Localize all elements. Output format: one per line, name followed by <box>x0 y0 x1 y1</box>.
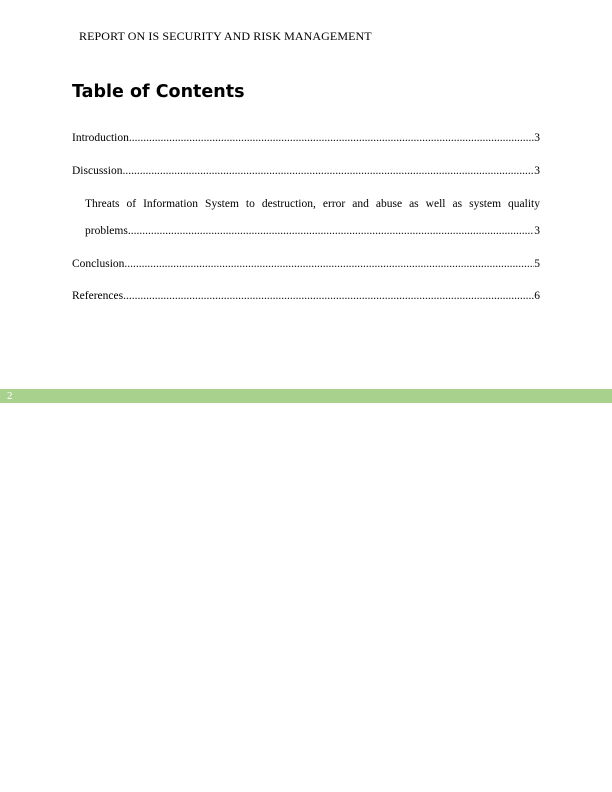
toc-entry-threats-line1[interactable]: Threats of Information System to destruction, error and abuse as well as system quality <box>85 198 540 210</box>
toc-entry-label: Discussion <box>72 165 123 177</box>
running-header: REPORT ON IS SECURITY AND RISK MANAGEMENT <box>79 29 372 43</box>
toc-title: Table of Contents <box>72 82 245 102</box>
toc-entry-page: 6 <box>534 290 540 302</box>
toc-entry-references[interactable] <box>72 289 540 303</box>
toc-entry-label: Conclusion <box>72 258 125 270</box>
toc-entry-threats[interactable] <box>85 224 540 238</box>
toc-dot-leader <box>123 289 534 303</box>
page-number: 2 <box>7 390 13 402</box>
toc-entry-label: References <box>72 290 124 302</box>
toc-entry-label: Introduction <box>72 132 129 144</box>
toc-entry-discussion[interactable] <box>72 164 540 178</box>
toc-entry-introduction[interactable] <box>72 131 540 145</box>
toc-dot-leader <box>124 257 534 271</box>
toc-entry-page: 5 <box>534 258 540 270</box>
toc-dot-leader <box>129 131 534 145</box>
toc-dot-leader <box>122 164 534 178</box>
toc-entry-page: 3 <box>534 165 540 177</box>
toc-entry-conclusion[interactable] <box>72 257 540 271</box>
page-number-bar <box>0 389 612 403</box>
toc-entry-page: 3 <box>534 132 540 144</box>
toc-entry-page: 3 <box>534 225 540 237</box>
toc-dot-leader <box>128 224 534 238</box>
toc-entry-label: problems <box>85 225 128 237</box>
